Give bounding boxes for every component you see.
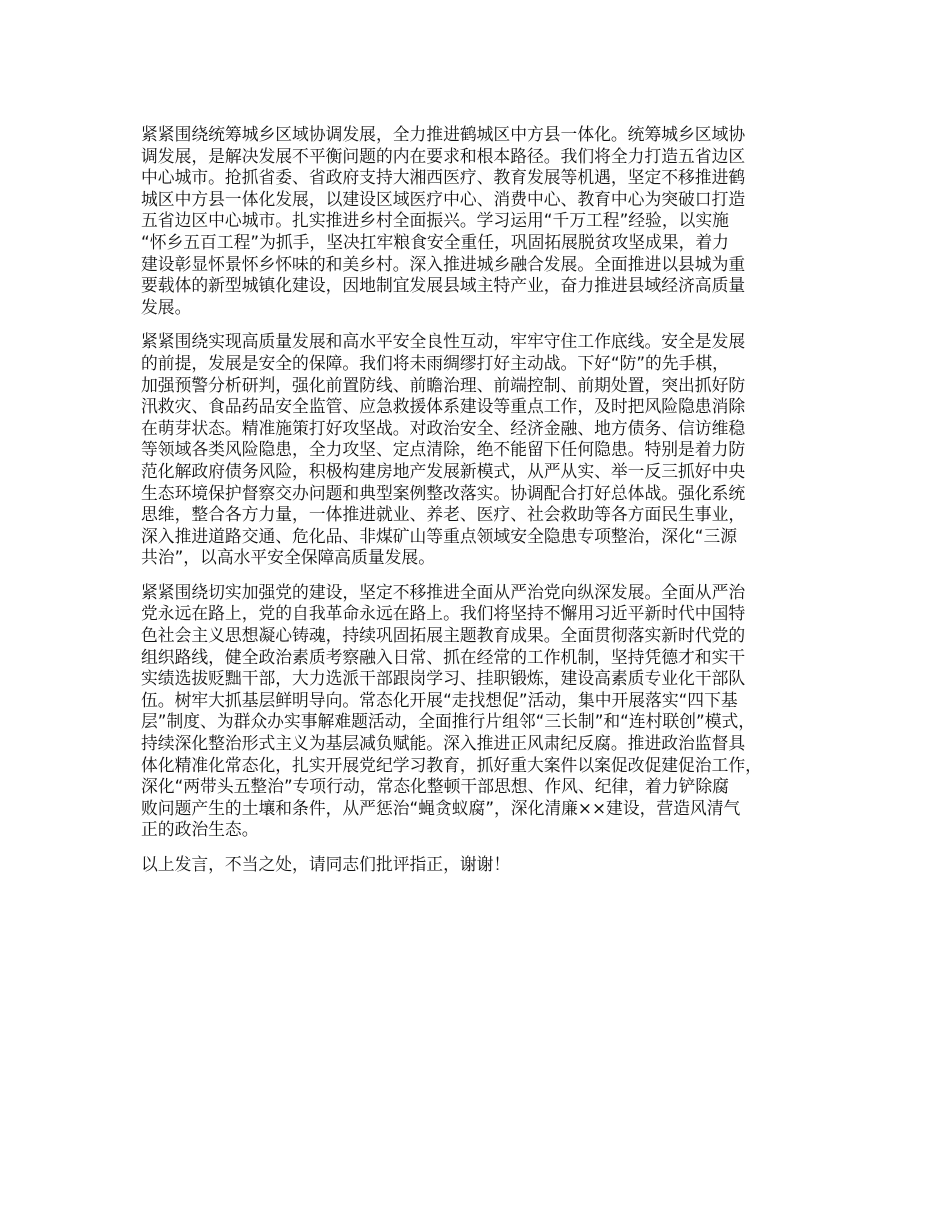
text-line: 体化精准化常态化，扎实开展党纪学习教育，抓好重大案件以案促改促建促治工作，: [141, 754, 762, 775]
text-line: 范化解政府债务风险，积极构建房地产发展新模式，从严从实、举一反三抓好中央: [141, 460, 746, 481]
text-line: 以上发言，不当之处，请同志们批评指正，谢谢！: [141, 854, 511, 874]
text-line: 思维，整合各方力量，一体推进就业、养老、医疗、社会救助等各方面民生事业，: [141, 504, 746, 525]
text-line: 等领域各类风险隐患，全力攻坚、定点清除，绝不能留下任何隐患。特别是着力防: [141, 439, 746, 460]
text-line: 深入推进道路交通、危化品、非煤矿山等重点领域安全隐患专项整治，深化“三源: [141, 525, 738, 546]
text-line: 在萌芽状态。精准施策打好攻坚战。对政治安全、经济金融、地方债务、信访维稳: [141, 417, 746, 438]
text-line: 败问题产生的土壤和条件，从严惩治“蝇贪蚁腐”，深化清廉××建设，营造风清气: [141, 797, 741, 818]
text-line: 调发展，是解决发展不平衡问题的内在要求和根本路径。我们将全力打造五省边区: [141, 145, 746, 166]
text-line: 紧紧围绕实现高质量发展和高水平安全良性互动，牢牢守住工作底线。安全是发展: [141, 331, 746, 352]
text-line: 生态环境保护督察交办问题和典型案例整改落实。协调配合打好总体战。强化系统: [141, 482, 746, 503]
text-line: 层”制度、为群众办实事解难题活动，全面推行片组邻“三长制”和“连村联创”模式，: [141, 711, 756, 732]
text-line: 紧紧围绕切实加强党的建设，坚定不移推进全面从严治党向纵深发展。全面从严治: [141, 581, 746, 602]
text-line: 党永远在路上，党的自我革命永远在路上。我们将坚持不懈用习近平新时代中国特: [141, 603, 746, 624]
paragraph-party-building: [141, 582, 831, 841]
paragraph-security: [141, 331, 831, 569]
text-line: 紧紧围绕统筹城乡区域协调发展，全力推进鹤城区中方县一体化。统筹城乡区域协: [141, 124, 746, 144]
text-line: 发展。: [141, 296, 192, 317]
text-line: 中心城市。抢抓省委、省政府支持大湘西医疗、教育发展等机遇，坚定不移推进鹤: [141, 167, 746, 188]
text-line: 城区中方县一体化发展，以建设区域医疗中心、消费中心、教育中心为突破口打造: [141, 188, 746, 209]
text-line: 持续深化整治形式主义为基层减负赋能。深入推进正风肃纪反腐。推进政治监督具: [141, 733, 746, 754]
text-line: 组织路线，健全政治素质考察融入日常、抓在经常的工作机制，坚持凭德才和实干: [141, 646, 746, 667]
text-line: 实绩选拔贬黜干部，大力选派干部跟岗学习、挂职锻炼，建设高素质专业化干部队: [141, 668, 746, 689]
text-line: 伍。树牢大抓基层鲜明导向。常态化开展“走找想促”活动，集中开展落实“四下基: [141, 689, 738, 710]
text-line: 色社会主义思想凝心铸魂，持续巩固拓展主题教育成果。全面贯彻落实新时代党的: [141, 625, 746, 646]
text-line: 共治”，以高水平安全保障高质量发展。: [141, 547, 435, 568]
text-line: “怀乡五百工程”为抓手，坚决扛牢粮食安全重任，巩固拓展脱贫攻坚成果，着力: [141, 231, 729, 252]
document-body: [141, 124, 831, 889]
text-line: 深化“两带头五整治”专项行动，常态化整顿干部思想、作风、纪律，着力铲除腐: [141, 776, 729, 797]
text-line: 的前提，发展是安全的保障。我们将未雨绸缪打好主动战。下好“防”的先手棋，: [141, 352, 729, 373]
text-line: 要载体的新型城镇化建设，因地制宜发展县域主特产业，奋力推进县域经济高质量: [141, 275, 746, 296]
text-line: 汛救灾、食品药品安全监管、应急救援体系建设等重点工作，及时把风险隐患消除: [141, 396, 746, 417]
text-line: 五省边区中心城市。扎实推进乡村全面振兴。学习运用“千万工程”经验，以实施: [141, 210, 729, 231]
paragraph-urban-rural: [141, 124, 831, 318]
text-line: 加强预警分析研判，强化前置防线、前瞻治理、前端控制、前期处置，突出抓好防: [141, 374, 746, 395]
paragraph-closing: [141, 854, 831, 876]
text-line: 建设彰显怀景怀乡怀味的和美乡村。深入推进城乡融合发展。全面推进以县城为重: [141, 253, 746, 274]
text-line: 正的政治生态。: [141, 819, 259, 840]
